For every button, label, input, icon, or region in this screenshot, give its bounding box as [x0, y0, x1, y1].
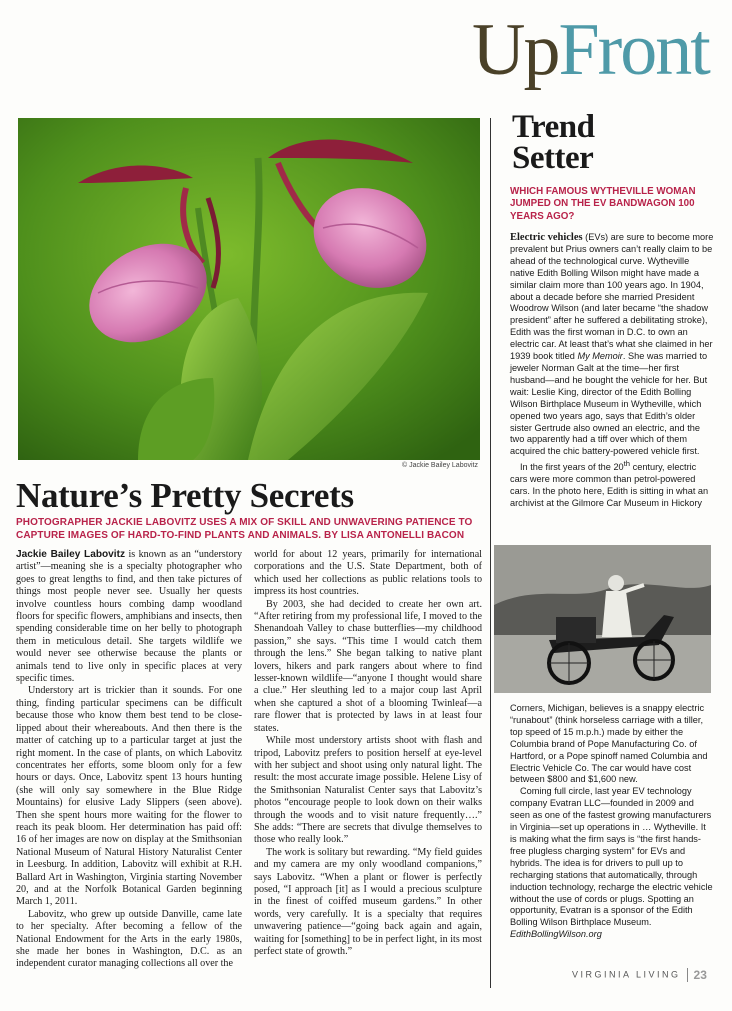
page-footer: [572, 968, 722, 988]
sidebar-title: [512, 109, 712, 176]
masthead-up: Up: [472, 9, 559, 91]
paragraph: Understory art is trickier than it sounds. For one thing, finding particular specimens can be difficult because those who know them best tend to be close-lipped about their whereabouts. And then there is the matter of catching up to a particular target at just the right moment. In the case of plants, on which Labovitz concentrates her efforts, some bloom only for a few hours or days. Once, Labovitz spent 13 hours hunting (she will only say somewhere in the Blue Ridge Mountains) for elusive Lady Slippers (seen above). Then she spent hours more waiting for the flower to reach its peak bloom. Her determination has paid off: 16 of her images are now on display at the Smithsonian National Museum of Natural History Naturalist Center in Leesburg. In addition, Labovitz will exhibit at R.H. Ballard Art in Washington, Virginia starting November 20, and at the Norfolk Botanical Garden beginning March 1, 2011.: [16, 685, 242, 908]
text-run: . She was married to jeweler Norman Galt at the time—her first husband—and he bought the vehicle for her. But wait: Leslie King, director of the Edith Bolling Wilson Birthplace Museum in Wytheville, which opened two years ago, says that Edith’s older sister Gertrude also owned an electric, and the two apparently had a tiff over which of them acquired the chic battery-powered vehicle first.: [510, 351, 708, 457]
article-deck: PHOTOGRAPHER JACKIE LABOVITZ USES A MIX OF SKILL AND UNWAVERING PATIENCE TO CAPTURE IMAGES OF HARD-TO-FIND PLANTS AND ANIMALS. BY LISA ANTONELLI BACON: [16, 517, 473, 541]
text-run: century, electric cars were more common than petrol-powered cars. In the photo here, Edith is sitting in what an archivist at the Gilmore Car Museum in Hickory: [510, 462, 709, 508]
masthead-front: Front: [558, 9, 709, 91]
photo-credit: © Jackie Bailey Labovitz: [402, 462, 478, 469]
sidebar-deck: WHICH FAMOUS WYTHEVILLE WOMAN JUMPED ON THE EV BANDWAGON 100 YEARS AGO?: [510, 186, 696, 222]
magazine-name: VIRGINIA LIVING: [572, 969, 681, 980]
sidebar-title-line: Setter: [512, 140, 594, 176]
paragraph: By 2003, she had decided to create her own art. “After retiring from my professional life, I moved to the Shenandoah Valley to chase butterflies—my childhood passion,” she says. “This time I would catch them through the lens.” She began talking to native plant lovers, hikers and park rangers about where to find lesser-known wildlife—“anyone I thought would share a clue.” Her sleuthing led to a major coup last April when she captured a shot of a blooming Twinleaf—a rare flower that is protected by laws in at least four states.: [254, 598, 482, 734]
article-headline: Nature’s Pretty Secrets: [16, 476, 354, 515]
sidebar-url[interactable]: EdithBollingWilson.org: [510, 929, 602, 940]
footer-divider: [687, 968, 688, 982]
paragraph: The work is solitary but rewarding. “My field guides and my camera are my only woodland companions,” says Labovitz. “When a plant or flower is perfectly posed, “I approach [it] as I would a precious sculpture in the finest of coiffed museum gardens.” In other words, very carefully. It is a specialty that requires unwavering patience—“going back again and again, waiting for [something] to be in perfect light, in its most perfect state of growth.”: [254, 846, 482, 957]
paragraph: Coming full circle, last year EV technology company Evatran LLC—founded in 2009 and seen as one of the fastest growing manufacturers in Virginia—set up operations in … Wytheville. It is making what the firm says is “the first hands-free plugless charging system” for EVs and hybrids. The idea is for drivers to pull up to recharging stations that automatically, through induction technology, recharge the electric vehicle without the use of cords or plugs. Spotting an opportunity, Evatran is a sponsor of the Edith Bolling Wilson Birthplace Museum.: [510, 786, 713, 928]
book-title: My Memoir: [577, 351, 623, 362]
text-run: In the first years of the 20: [520, 462, 624, 473]
sidebar-body-top: [510, 232, 714, 510]
article-lead-name: Jackie Bailey Labovitz: [16, 549, 125, 560]
vintage-car-photo: [494, 545, 711, 693]
orchid-photo: [18, 118, 480, 460]
paragraph: Corners, Michigan, believes is a snappy electric “runabout” (think horseless carriage with a tiller, top speed of 15 m.p.h.) made by either the Columbia brand of Pope Manufacturing Co. of Hartford, or a Pope spinoff named Columbia and Electric Vehicle Co. The car would have cost between $800 and $1,600 new.: [510, 703, 708, 785]
sidebar-body-bottom: [510, 703, 714, 941]
paragraph: Labovitz, who grew up outside Danville, came late to her specialty. After becoming a fellow of the National Endowment for the Arts in the early 1980s, she made her bones in Washington, D.C. as an independent curator managing collections all over the: [16, 908, 242, 970]
sidebar-title-line: Trend: [512, 109, 595, 145]
article-column-1: [16, 549, 242, 971]
article-column-2: [254, 549, 482, 958]
masthead: [472, 10, 709, 90]
sidebar-lead: Electric vehicles: [510, 232, 583, 243]
paragraph: is known as an “understory artist”—meaning she is a specialty photographer who goes to great lengths to find, and then take pictures of things most people never see. Usually her quests involve countless hours combing damp woodland floors for specific flowers, amphibians and insects, then spending considerable time on her belly to photograph them in meticulous detail. She targets wildlife we would never see otherwise because the plants or animals tend to live only in specific places at very specific times.: [16, 549, 242, 685]
column-divider: [490, 118, 491, 988]
text-run: (EVs) are sure to become more prevalent but Prius owners can’t really claim to be ahead of the technological curve. Wytheville native Edith Bolling Wilson might have made a similar claim more than 100 years ago. In 1904, about a decade before she married President Woodrow Wilson (and later became “the shadow president” after he suffered a debilitating stroke), Edith was the first woman in D.C. to own an electric car. At least that’s what she claimed in her 1939 book titled: [510, 232, 714, 362]
paragraph: world for about 12 years, primarily for international corporations and the U.S. State Department, both of which used her collections as public relations tools to impress its host countries.: [254, 549, 482, 598]
page-number: 23: [693, 968, 707, 982]
paragraph: While most understory artists shoot with flash and tripod, Labovitz prefers to position herself at eye-level with her subject and shoot using only natural light. The result: the most accurate image possible. Helene Lisy of the Smithsonian Naturalist Center says that Labovitz’s photos “encourage people to look down on their walks through the woods and to visit nature frequently….” She adds: “There are secrets that divulge themselves to those who really look.”: [254, 735, 482, 846]
superscript: th: [623, 459, 631, 469]
